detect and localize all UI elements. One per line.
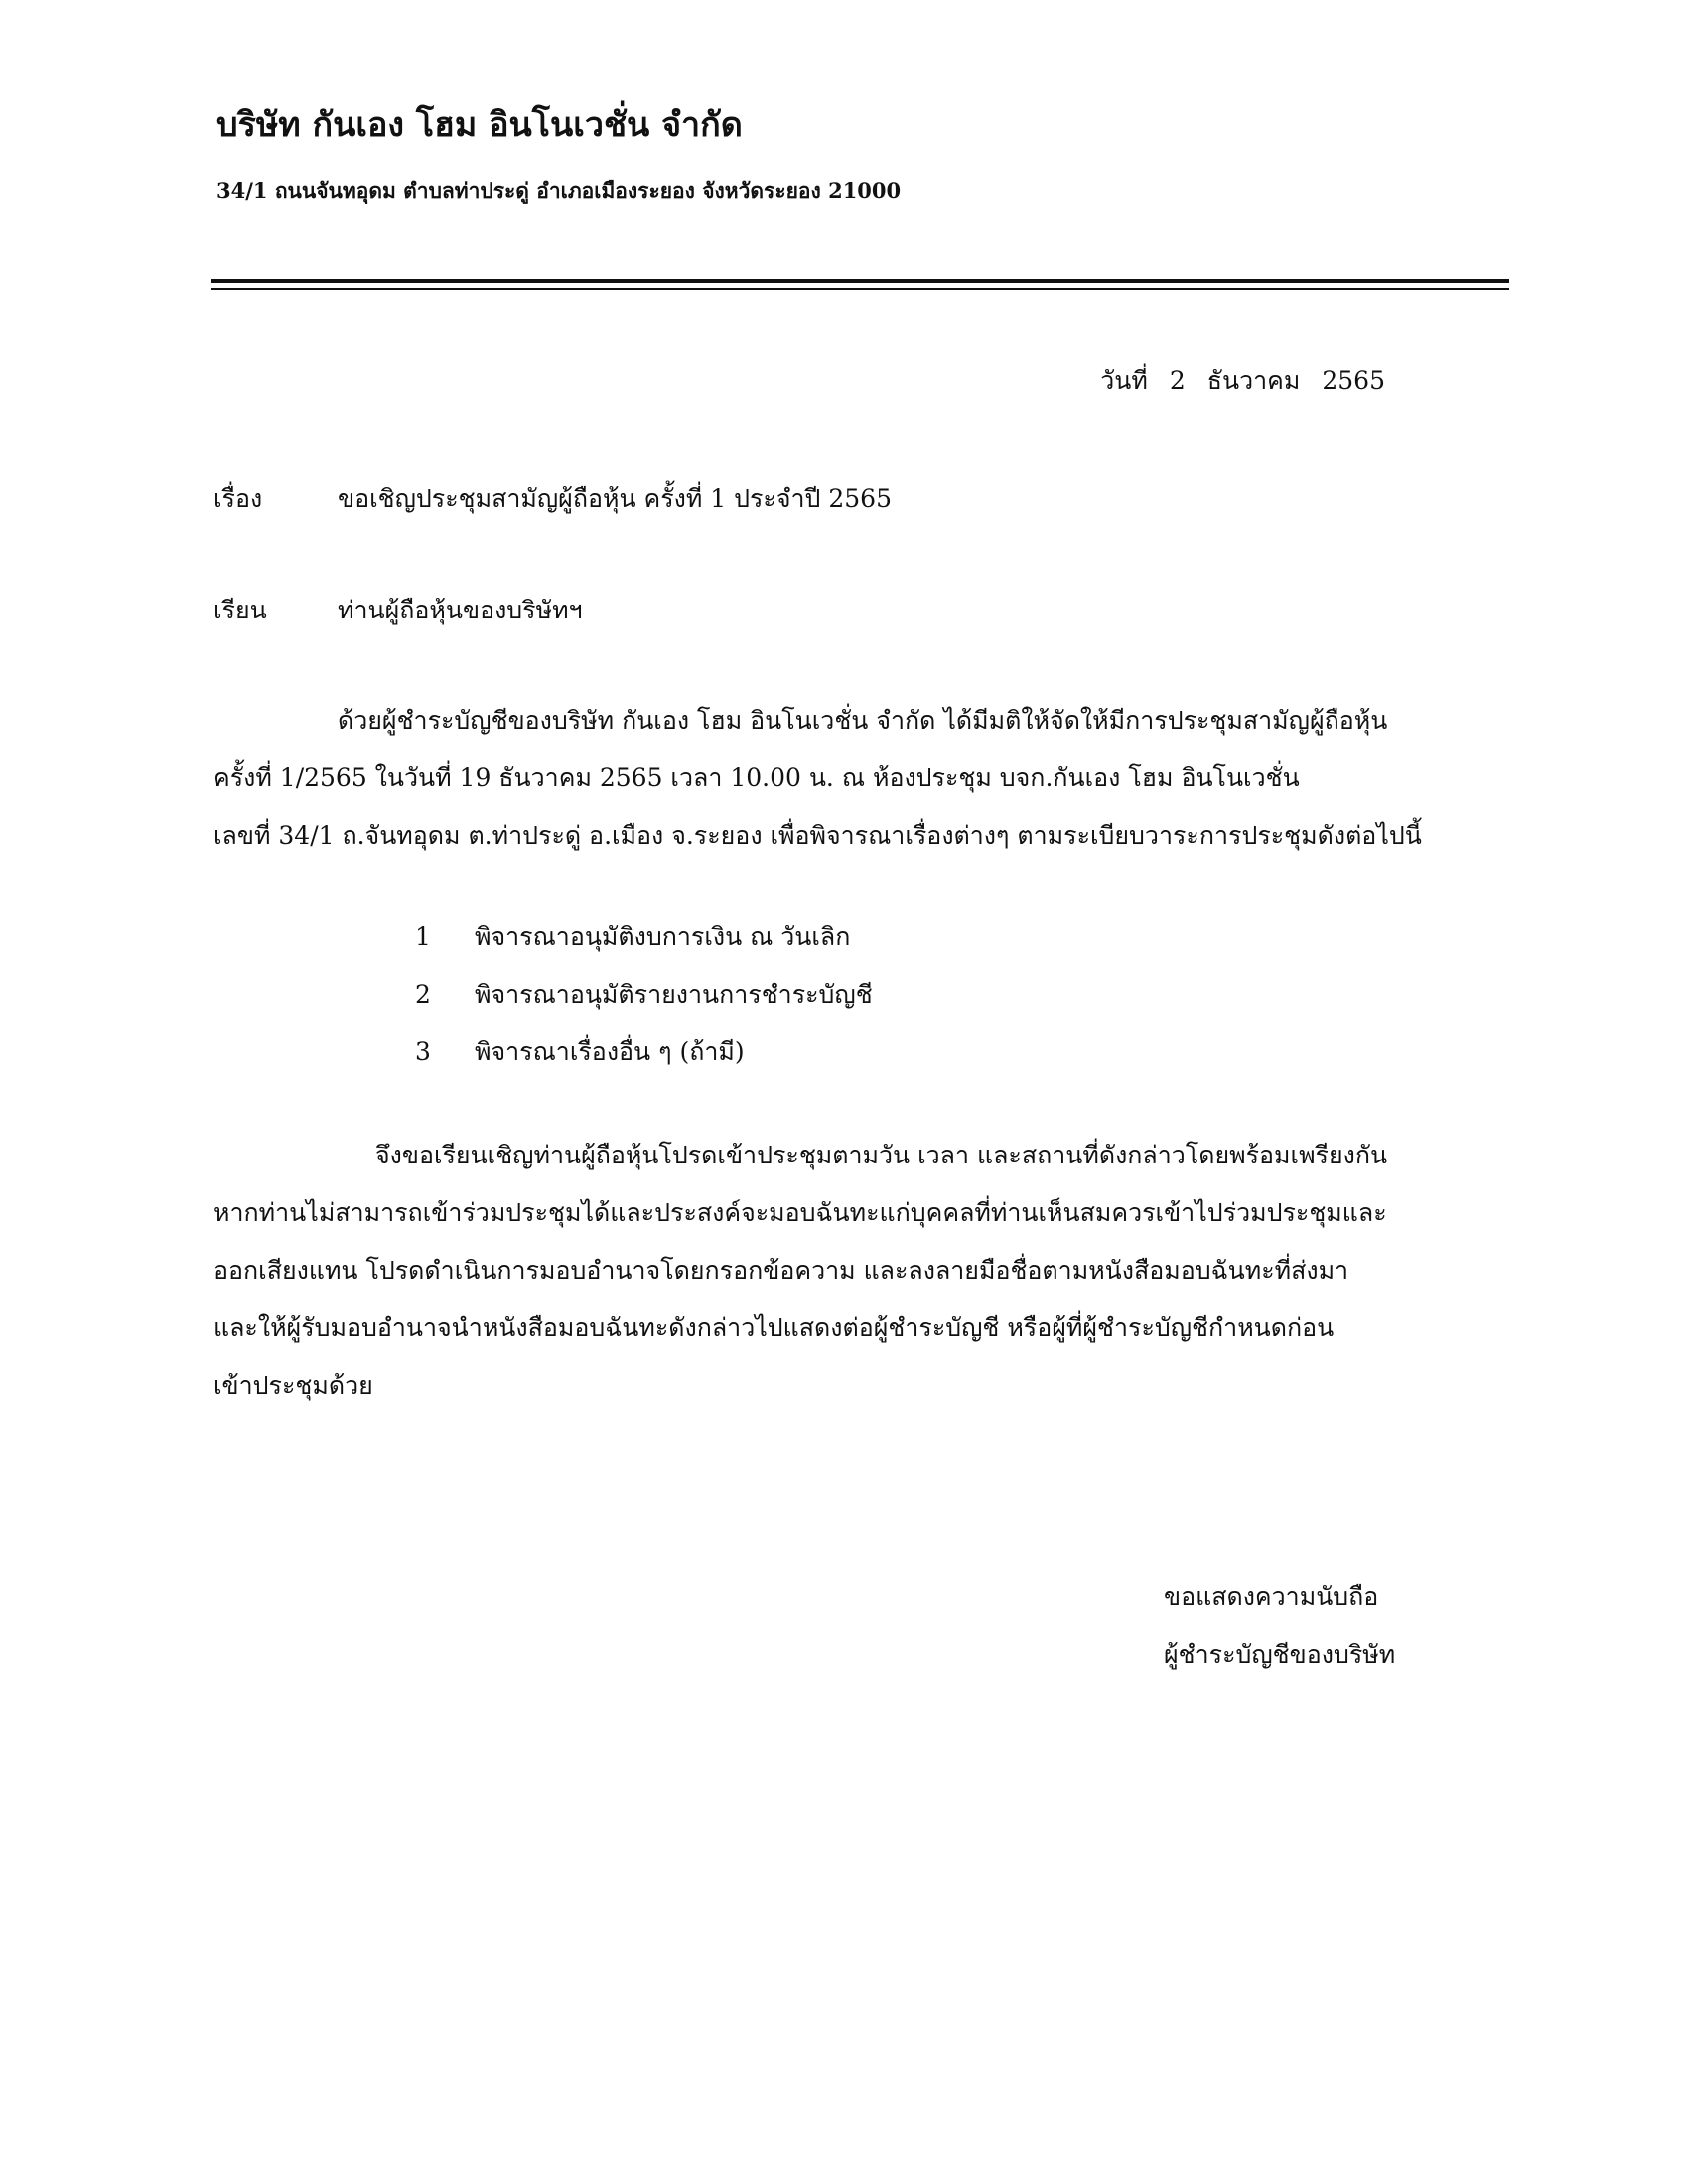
paragraph-line: ด้วยผู้ชำระบัญชีของบริษัท กันเอง โฮม อินโนเวชั่น จำกัด ได้มีมติให้จัดให้มีการประชุมสามัญผู้ถือหุ้น bbox=[338, 706, 1388, 735]
paragraph-line: และให้ผู้รับมอบอำนาจนำหนังสือมอบฉันทะดังกล่าวไปแสดงต่อผู้ชำระบัญชี หรือผู้ที่ผู้ชำระบัญชีกำหนดก่อน bbox=[213, 1313, 1335, 1342]
paragraph-line: เลขที่ 34/1 ถ.จันทอุดม ต.ท่าประดู่ อ.เมือง จ.ระยอง เพื่อพิจารณาเรื่องต่างๆ ตามระเบียบวาระการประชุมดังต่อไปนี้ bbox=[213, 821, 1422, 850]
proxy-paragraph bbox=[213, 1127, 1387, 1415]
date-month: ธันวาคม bbox=[1206, 366, 1301, 395]
agenda-text: พิจารณาอนุมัติงบการเงิน ณ วันเลิก bbox=[475, 922, 851, 951]
agenda-number: 3 bbox=[415, 1037, 431, 1066]
agenda-number: 1 bbox=[415, 922, 431, 951]
agenda-list bbox=[415, 908, 873, 1081]
recipient-text: ท่านผู้ถือหุ้นของบริษัทฯ bbox=[338, 596, 583, 624]
paragraph-line: เข้าประชุมด้วย bbox=[213, 1371, 373, 1400]
closing-signatory: ผู้ชำระบัญชีของบริษัท bbox=[1164, 1640, 1396, 1669]
agenda-item bbox=[415, 966, 873, 1024]
header-divider-thin bbox=[211, 288, 1509, 290]
paragraph-line: ออกเสียงแทน โปรดดำเนินการมอบอำนาจโดยกรอกข้อความ และลงลายมือชื่อตามหนังสือมอบฉันทะที่ส่งมา bbox=[213, 1256, 1349, 1285]
paragraph-line: จึงขอเรียนเชิญท่านผู้ถือหุ้นโปรดเข้าประชุมตามวัน เวลา และสถานที่ดังกล่าวโดยพร้อมเพรียงกัน bbox=[375, 1141, 1388, 1169]
invitation-paragraph bbox=[213, 692, 1422, 865]
agenda-text: พิจารณาเรื่องอื่น ๆ (ถ้ามี) bbox=[475, 1037, 745, 1066]
date-day: 2 bbox=[1169, 366, 1186, 395]
paragraph-line: ครั้งที่ 1/2565 ในวันที่ 19 ธันวาคม 2565 เวลา 10.00 น. ณ ห้องประชุม บจก.กันเอง โฮม อินโนเวชั่น bbox=[213, 763, 1300, 792]
agenda-item bbox=[415, 1024, 873, 1081]
company-name: บริษัท กันเอง โฮม อินโนเวชั่น จำกัด bbox=[216, 105, 743, 145]
letter-date bbox=[1100, 361, 1385, 401]
agenda-number: 2 bbox=[415, 980, 431, 1009]
date-year: 2565 bbox=[1322, 366, 1385, 395]
recipient-label: เรียน bbox=[213, 596, 267, 624]
company-address: 34/1 ถนนจันทอุดม ตำบลท่าประดู่ อำเภอเมืองระยอง จังหวัดระยอง 21000 bbox=[216, 178, 902, 203]
subject-text: ขอเชิญประชุมสามัญผู้ถือหุ้น ครั้งที่ 1 ประจำปี 2565 bbox=[338, 484, 892, 513]
closing-block bbox=[1164, 1569, 1395, 1684]
subject-label: เรื่อง bbox=[213, 484, 263, 513]
agenda-item bbox=[415, 908, 873, 966]
paragraph-line: หากท่านไม่สามารถเข้าร่วมประชุมได้และประสงค์จะมอบฉันทะแก่บุคคลที่ท่านเห็นสมควรเข้าไปร่วมประชุมและ bbox=[213, 1198, 1387, 1227]
closing-regards: ขอแสดงความนับถือ bbox=[1164, 1582, 1379, 1611]
agenda-text: พิจารณาอนุมัติรายงานการชำระบัญชี bbox=[475, 980, 873, 1009]
date-prefix: วันที่ bbox=[1100, 366, 1148, 395]
header-divider-thick bbox=[211, 279, 1509, 283]
